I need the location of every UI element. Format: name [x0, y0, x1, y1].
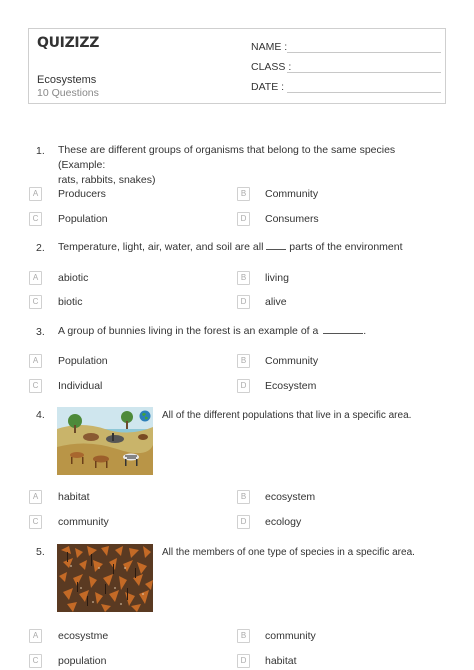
question-number: 3. — [36, 326, 45, 338]
option-text[interactable]: Ecosystem — [265, 380, 317, 392]
option-text[interactable]: abiotic — [58, 272, 89, 284]
answer-blank — [266, 240, 286, 250]
date-line — [287, 92, 441, 93]
option-letter[interactable]: A — [29, 271, 42, 285]
question-text: A group of bunnies living in the forest is an example of a . — [58, 325, 367, 337]
option-letter[interactable]: D — [237, 654, 250, 668]
option-letter[interactable]: A — [29, 629, 42, 643]
option-letter[interactable]: B — [237, 271, 250, 285]
question-text: All the members of one type of species in a specific area. — [162, 547, 415, 558]
option-letter[interactable]: C — [29, 295, 42, 309]
globe-icon — [139, 409, 151, 421]
option-text[interactable]: biotic — [58, 296, 83, 308]
class-line — [287, 72, 441, 73]
option-letter[interactable]: B — [237, 187, 250, 201]
option-letter[interactable]: A — [29, 490, 42, 504]
butterfly-cluster-image — [57, 544, 153, 612]
option-letter[interactable]: C — [29, 515, 42, 529]
name-line — [287, 52, 441, 53]
question-number: 1. — [36, 145, 45, 157]
option-letter[interactable]: D — [237, 515, 250, 529]
option-letter[interactable]: D — [237, 212, 250, 226]
option-text[interactable]: population — [58, 655, 107, 667]
option-text[interactable]: Consumers — [265, 213, 319, 225]
quizizz-logo: QUIZIZZ — [37, 35, 100, 51]
date-field[interactable] — [251, 81, 441, 95]
class-field[interactable] — [251, 61, 441, 75]
option-text[interactable]: Population — [58, 355, 108, 367]
name-field[interactable] — [251, 41, 441, 55]
option-letter[interactable]: B — [237, 490, 250, 504]
option-letter[interactable]: B — [237, 629, 250, 643]
question-text-line: A group of bunnies living in the forest is an example of a — [58, 325, 319, 337]
option-letter[interactable]: C — [29, 654, 42, 668]
question-count: 10 Questions — [37, 87, 99, 99]
option-letter[interactable]: D — [237, 379, 250, 393]
question-text-after: parts of the environment — [289, 241, 403, 253]
option-text[interactable]: community — [58, 516, 109, 528]
option-text[interactable]: community — [265, 630, 316, 642]
question-text — [58, 143, 436, 188]
option-letter[interactable]: D — [237, 295, 250, 309]
option-letter[interactable]: C — [29, 379, 42, 393]
option-text[interactable]: habitat — [265, 655, 297, 667]
option-text[interactable]: ecology — [265, 516, 302, 528]
worksheet-header — [28, 28, 446, 104]
question-text — [58, 240, 436, 255]
option-text[interactable]: Population — [58, 213, 108, 225]
option-text[interactable]: ecosystem — [265, 491, 316, 503]
option-text[interactable]: alive — [265, 296, 287, 308]
butterfly-cluster-photo — [57, 544, 153, 612]
option-text[interactable]: living — [265, 272, 289, 284]
question-number: 2. — [36, 242, 45, 254]
question-text-line: rats, rabbits, snakes) — [58, 174, 156, 186]
option-text[interactable]: Community — [265, 188, 319, 200]
date-label: DATE : — [251, 81, 285, 93]
question-text-line: These are different groups of organisms that belong to the same species (Example: — [58, 144, 396, 171]
name-label: NAME : — [251, 41, 288, 53]
question-number: 4. — [36, 409, 45, 421]
option-text[interactable]: Producers — [58, 188, 106, 200]
option-text[interactable]: habitat — [58, 491, 90, 503]
answer-blank — [323, 324, 363, 334]
question-text: All of the different populations that live in a specific area. — [162, 410, 412, 421]
option-text[interactable]: Community — [265, 355, 319, 367]
option-letter[interactable]: A — [29, 187, 42, 201]
option-letter[interactable]: B — [237, 354, 250, 368]
question-number: 5. — [36, 546, 45, 558]
class-label: CLASS : — [251, 61, 292, 73]
option-letter[interactable]: A — [29, 354, 42, 368]
question-text-before: Temperature, light, air, water, and soil are all — [58, 241, 264, 253]
option-text[interactable]: Individual — [58, 380, 103, 392]
option-letter[interactable]: C — [29, 212, 42, 226]
worksheet-title: Ecosystems — [37, 74, 97, 86]
option-text[interactable]: ecosystme — [58, 630, 109, 642]
